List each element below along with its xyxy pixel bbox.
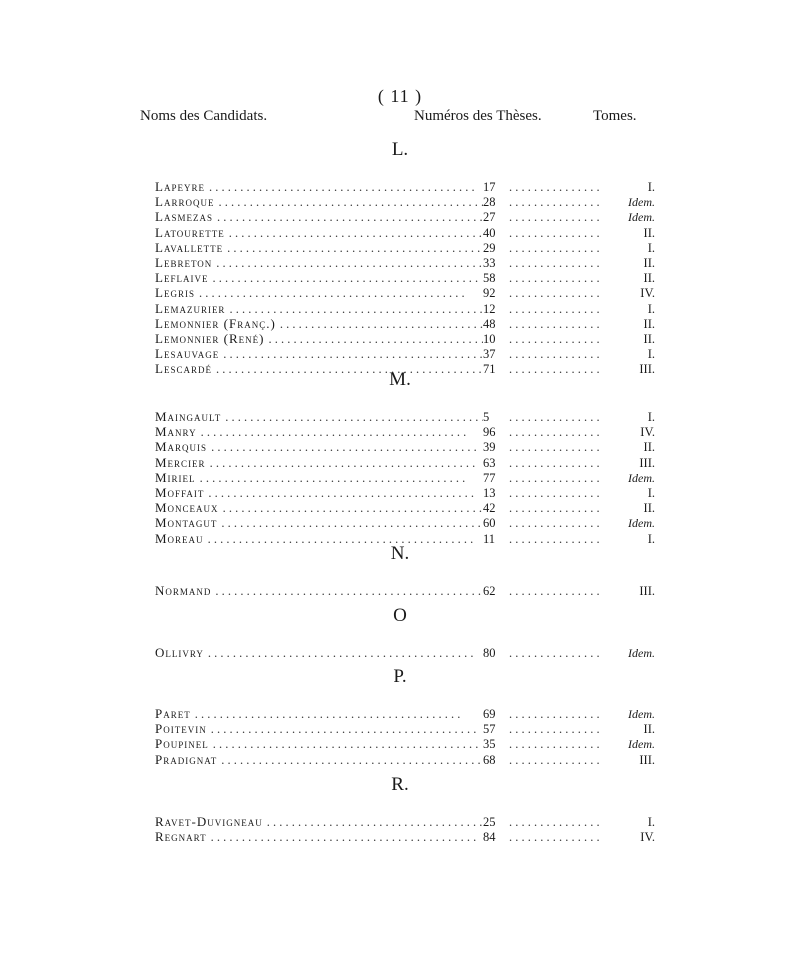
dot-leader [509, 516, 605, 531]
candidate-row [155, 255, 655, 270]
header-tomes: Tomes. [593, 108, 637, 124]
dot-leader [207, 440, 483, 455]
thesis-number: 92 [483, 286, 496, 301]
candidate-row [155, 424, 655, 439]
tome-value: III. [639, 455, 655, 470]
thesis-number: 27 [483, 210, 496, 225]
candidate-name: Lasmezas [155, 209, 213, 225]
candidate-row [155, 194, 655, 209]
candidate-name: Ravet-Duvigneau [155, 814, 263, 829]
thesis-number: 5 [483, 410, 490, 424]
thesis-number: 62 [483, 584, 496, 598]
dot-leader [195, 286, 483, 301]
dot-leader [217, 753, 483, 768]
dot-leader [225, 226, 483, 241]
dot-leader [509, 271, 605, 286]
dot-leader [509, 210, 605, 225]
candidate-row [155, 285, 655, 300]
candidate-name: Miriel [155, 469, 196, 485]
thesis-number: 28 [483, 195, 496, 210]
tome-value: Idem. [628, 516, 655, 531]
candidate-row [155, 814, 655, 829]
thesis-number: 13 [483, 485, 496, 500]
candidate-list [155, 814, 655, 844]
candidate-name: Maingault [155, 409, 222, 424]
dot-leader [509, 226, 605, 241]
section-letter: R. [391, 774, 409, 795]
dot-leader [204, 646, 483, 661]
candidate-name: Marquis [155, 439, 208, 455]
candidate-name: Ollivry [155, 645, 204, 660]
candidate-row [155, 583, 655, 598]
tome-value: II. [643, 316, 655, 331]
candidate-row [155, 752, 655, 767]
tome-value: I. [647, 531, 655, 546]
dot-leader [509, 317, 605, 332]
dot-leader [276, 317, 483, 332]
tome-value: II. [643, 722, 655, 737]
page-number: ( 11 ) [377, 86, 423, 106]
candidate-name: Latourette [155, 224, 225, 240]
tome-value: I. [647, 485, 655, 500]
candidate-row [155, 455, 655, 470]
dot-leader [225, 302, 483, 317]
dot-leader [223, 241, 483, 256]
thesis-number: 40 [483, 225, 496, 240]
tome-value: III. [639, 362, 655, 377]
section-letter: M. [389, 369, 411, 390]
candidate-name: Lescardé [155, 361, 212, 377]
candidate-row [155, 645, 655, 660]
candidate-row [155, 179, 655, 194]
candidate-name: Lapeyre [155, 179, 205, 194]
candidate-name: Moffait [155, 484, 205, 500]
tome-value: I. [647, 347, 655, 362]
candidate-name: Lebreton [155, 254, 213, 270]
section-l [155, 137, 655, 376]
thesis-number: 11 [483, 531, 496, 546]
dot-leader [509, 286, 605, 301]
candidate-name: Lemazurier [155, 300, 226, 316]
thesis-number: 25 [483, 815, 496, 829]
section-letter: N. [390, 543, 410, 564]
candidate-name: Regnart [155, 829, 207, 845]
thesis-number: 17 [483, 180, 496, 194]
dot-leader [263, 815, 483, 830]
tome-value: I. [647, 301, 655, 316]
tome-value: I. [647, 240, 655, 255]
dot-leader [207, 830, 483, 845]
thesis-number: 69 [483, 707, 496, 721]
candidate-name: Moreau [155, 530, 204, 546]
candidate-row [155, 331, 655, 346]
candidate-list [155, 706, 655, 767]
candidate-row [155, 515, 655, 530]
tome-value: I. [647, 180, 655, 194]
header-noms: Noms des Candidats. [140, 108, 268, 124]
thesis-number: 48 [483, 316, 496, 331]
candidate-row [155, 209, 655, 224]
dot-leader [206, 456, 483, 471]
dot-leader [204, 486, 483, 501]
candidate-name: Poupinel [155, 736, 209, 752]
candidate-name: Normand [155, 583, 212, 598]
dot-leader [265, 332, 483, 347]
candidate-row [155, 346, 655, 361]
thesis-number: 12 [483, 301, 496, 316]
tome-value: II. [643, 501, 655, 516]
dot-leader [509, 471, 605, 486]
thesis-number: 60 [483, 516, 496, 531]
dot-leader [509, 195, 605, 210]
thesis-number: 57 [483, 722, 496, 737]
tome-value: Idem. [628, 195, 655, 210]
candidate-name: Poitevin [155, 721, 207, 737]
dot-leader [196, 471, 483, 486]
tome-value: Idem. [628, 470, 655, 485]
dot-leader [197, 425, 483, 440]
candidate-row [155, 706, 655, 721]
dot-leader [209, 737, 483, 752]
tome-value: II. [643, 331, 655, 346]
dot-leader [211, 584, 483, 599]
section-n [155, 541, 655, 598]
dot-leader [509, 456, 605, 471]
candidate-row [155, 721, 655, 736]
candidate-row [155, 270, 655, 285]
tome-value: I. [647, 410, 655, 424]
section-letter: O [393, 605, 407, 626]
dot-leader [509, 501, 605, 516]
tome-value: III. [639, 752, 655, 767]
candidate-name: Legris [155, 285, 195, 301]
candidate-row [155, 485, 655, 500]
dot-leader [221, 410, 483, 425]
dot-leader [207, 722, 483, 737]
candidate-row [155, 225, 655, 240]
thesis-number: 37 [483, 347, 496, 362]
dot-leader [509, 332, 605, 347]
section-p [155, 664, 655, 767]
section-m [155, 367, 655, 546]
tome-value: II. [643, 271, 655, 286]
dot-leader [509, 753, 605, 768]
thesis-number: 58 [483, 271, 496, 286]
thesis-number: 39 [483, 440, 496, 455]
dot-leader [509, 302, 605, 317]
thesis-number: 80 [483, 646, 496, 660]
thesis-number: 35 [483, 737, 496, 752]
tome-value: IV. [640, 830, 655, 845]
candidate-list [155, 645, 655, 660]
dot-leader [212, 256, 483, 271]
thesis-number: 63 [483, 455, 496, 470]
tome-value: Idem. [628, 737, 655, 752]
candidate-row [155, 736, 655, 751]
tome-value: IV. [640, 286, 655, 301]
tome-value: II. [643, 225, 655, 240]
dot-leader [509, 241, 605, 256]
dot-leader [214, 195, 483, 210]
candidate-row [155, 439, 655, 454]
candidate-name: Montagut [155, 515, 218, 531]
dot-leader [509, 425, 605, 440]
dot-leader [509, 180, 605, 195]
candidate-row [155, 316, 655, 331]
candidate-name: Leflaive [155, 270, 209, 286]
dot-leader [509, 584, 605, 599]
candidate-name: Larroque [155, 194, 215, 210]
section-r [155, 772, 655, 844]
dot-leader [219, 501, 483, 516]
tome-value: I. [647, 815, 655, 829]
dot-leader [509, 440, 605, 455]
candidate-row [155, 829, 655, 844]
thesis-number: 33 [483, 255, 496, 270]
tome-value: Idem. [628, 707, 655, 721]
tome-value: II. [643, 255, 655, 270]
tome-value: IV. [640, 425, 655, 440]
candidate-list [155, 583, 655, 598]
dot-leader [509, 410, 605, 425]
thesis-number: 84 [483, 830, 496, 845]
dot-leader [509, 646, 605, 661]
header-numeros: Numéros des Thèses. [414, 108, 542, 124]
candidate-name: Pradignat [155, 751, 218, 767]
candidate-name: Paret [155, 706, 191, 721]
dot-leader [208, 271, 483, 286]
thesis-number: 10 [483, 331, 496, 346]
thesis-number: 68 [483, 752, 496, 767]
thesis-number: 96 [483, 425, 496, 440]
dot-leader [509, 707, 605, 722]
candidate-list [155, 409, 655, 546]
candidate-name: Lavallette [155, 239, 224, 255]
dot-leader [509, 722, 605, 737]
candidate-name: Manry [155, 424, 197, 440]
dot-leader [509, 347, 605, 362]
tome-value: II. [643, 440, 655, 455]
thesis-number: 71 [483, 362, 496, 377]
dot-leader [509, 830, 605, 845]
section-letter: L. [391, 139, 409, 160]
candidate-name: Monceaux [155, 500, 219, 516]
dot-leader [509, 486, 605, 501]
candidate-name: Mercier [155, 454, 206, 470]
tome-value: III. [639, 584, 655, 598]
section-o [155, 603, 655, 660]
dot-leader [191, 707, 483, 722]
candidate-name: Lesauvage [155, 346, 220, 362]
dot-leader [509, 737, 605, 752]
dot-leader [509, 815, 605, 830]
candidate-row [155, 240, 655, 255]
dot-leader [219, 347, 483, 362]
candidate-name: Lemonnier (René) [155, 330, 265, 346]
candidate-row [155, 409, 655, 424]
dot-leader [217, 516, 483, 531]
tome-value: Idem. [628, 646, 655, 660]
thesis-number: 42 [483, 501, 496, 516]
candidate-name: Lemonnier (Franç.) [155, 315, 276, 331]
thesis-number: 29 [483, 240, 496, 255]
candidate-row [155, 301, 655, 316]
candidate-row [155, 500, 655, 515]
section-letter: P. [393, 666, 407, 687]
candidate-list [155, 179, 655, 376]
dot-leader [509, 256, 605, 271]
dot-leader [213, 210, 483, 225]
thesis-number: 77 [483, 470, 496, 485]
candidate-row [155, 470, 655, 485]
dot-leader [205, 180, 483, 195]
tome-value: Idem. [628, 210, 655, 225]
